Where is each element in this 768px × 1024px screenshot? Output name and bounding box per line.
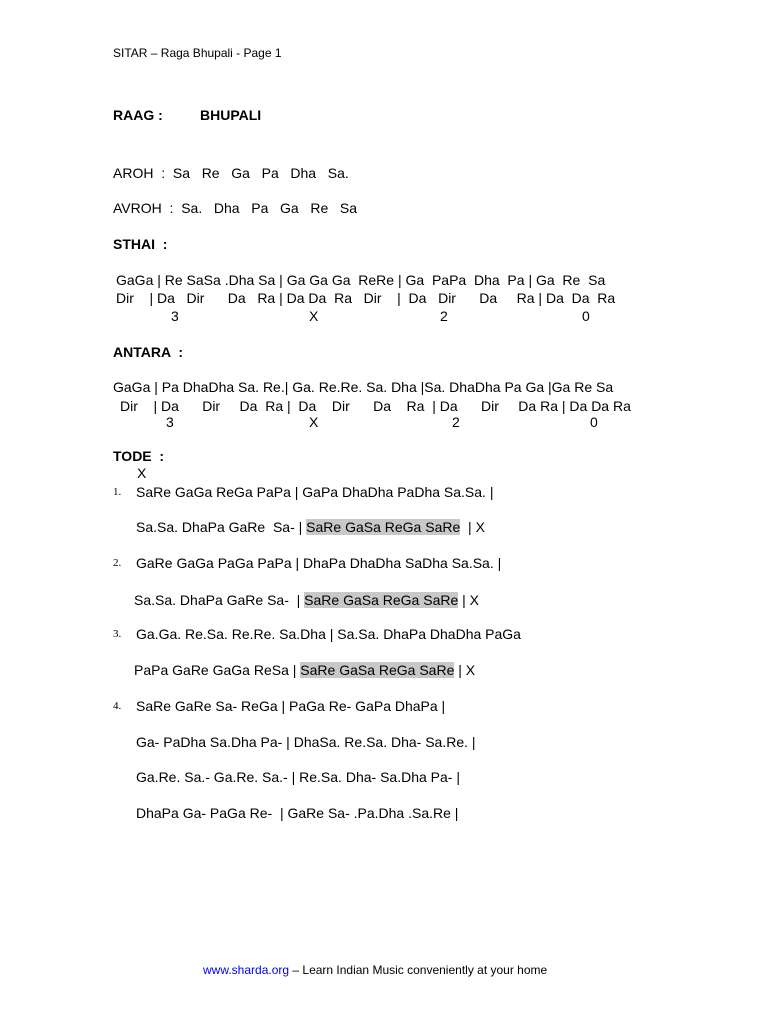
raag-label: RAAG :: [113, 107, 163, 123]
tode-1-line2: [136, 520, 485, 534]
antara-notes: GaGa | Pa DhaDha Sa. Re.| Ga. Re.Re. Sa. Dha |Sa. DhaDha Pa Ga |Ga Re Sa: [113, 379, 614, 395]
tode-3-number: 3.: [113, 628, 122, 640]
antara-beat-1: 3: [166, 414, 174, 430]
tode-1-line2-post: | X: [460, 519, 485, 535]
page-footer: [203, 964, 547, 976]
sthai-bols: Dir | Da Dir Da Ra | Da Da Ra Dir | Da Dir Da Ra | Da Da Ra: [116, 290, 616, 306]
tode-2-line1: GaRe GaGa PaGa PaPa | DhaPa DhaDha SaDha Sa.Sa. |: [136, 555, 502, 571]
tode-1-line2-pre: Sa.Sa. DhaPa GaRe Sa- |: [136, 519, 307, 535]
aroh-line: AROH : Sa Re Ga Pa Dha Sa.: [113, 165, 349, 181]
page-header: SITAR – Raga Bhupali - Page 1: [113, 46, 282, 60]
tode-2-number: 2.: [113, 557, 122, 569]
sthai-notes: GaGa | Re SaSa .Dha Sa | Ga Ga Ga ReRe | Ga PaPa Dha Pa | Ga Re Sa: [116, 272, 606, 288]
sthai-beat-4: 0: [582, 308, 590, 324]
tode-2-line2-post: | X: [458, 592, 480, 608]
antara-beat-4: 0: [590, 414, 598, 430]
footer-link[interactable]: www.sharda.org: [203, 963, 290, 977]
tode-2-highlight: SaRe GaSa ReGa SaRe: [304, 592, 459, 608]
tode-3-line1: Ga.Ga. Re.Sa. Re.Re. Sa.Dha | Sa.Sa. DhaPa DhaDha PaGa: [136, 626, 521, 642]
antara-beat-2: X: [309, 414, 319, 430]
antara-beat-3: 2: [452, 414, 460, 430]
sthai-label: STHAI :: [113, 236, 168, 252]
tode-2-line2: [134, 593, 479, 607]
tode-4-line2: Ga- PaDha Sa.Dha Pa- | DhaSa. Re.Sa. Dha- Sa.Re. |: [136, 734, 476, 750]
avroh-line: AVROH : Sa. Dha Pa Ga Re Sa: [113, 200, 358, 216]
sthai-beat-1: 3: [171, 308, 179, 324]
footer-text: – Learn Indian Music conveniently at your home: [289, 963, 548, 977]
tode-x-marker: X: [137, 465, 147, 481]
tode-3-line2-post: | X: [454, 662, 476, 678]
tode-4-line1: SaRe GaRe Sa- ReGa | PaGa Re- GaPa DhaPa |: [136, 698, 446, 714]
antara-label: ANTARA :: [113, 344, 183, 360]
tode-1-highlight: SaRe GaSa ReGa SaRe: [306, 519, 461, 535]
sthai-beat-3: 2: [440, 308, 448, 324]
tode-2-line2-pre: Sa.Sa. DhaPa GaRe Sa- |: [134, 592, 305, 608]
tode-3-line2: [134, 663, 475, 677]
tode-4-line3: Ga.Re. Sa.- Ga.Re. Sa.- | Re.Sa. Dha- Sa.Dha Pa- |: [136, 769, 460, 785]
tode-3-highlight: SaRe GaSa ReGa SaRe: [300, 662, 455, 678]
tode-3-line2-pre: PaPa GaRe GaGa ReSa |: [134, 662, 301, 678]
tode-1-line1: SaRe GaGa ReGa PaPa | GaPa DhaDha PaDha Sa.Sa. |: [136, 484, 494, 500]
tode-label: TODE :: [113, 448, 165, 464]
sthai-beat-2: X: [309, 308, 319, 324]
tode-4-number: 4.: [113, 700, 122, 712]
tode-4-line4: DhaPa Ga- PaGa Re- | GaRe Sa- .Pa.Dha .Sa.Re |: [136, 805, 459, 821]
raag-name: BHUPALI: [200, 107, 262, 123]
antara-bols: Dir | Da Dir Da Ra | Da Dir Da Ra | Da Dir Da Ra | Da Da Ra: [120, 398, 631, 414]
tode-1-number: 1.: [113, 486, 122, 498]
